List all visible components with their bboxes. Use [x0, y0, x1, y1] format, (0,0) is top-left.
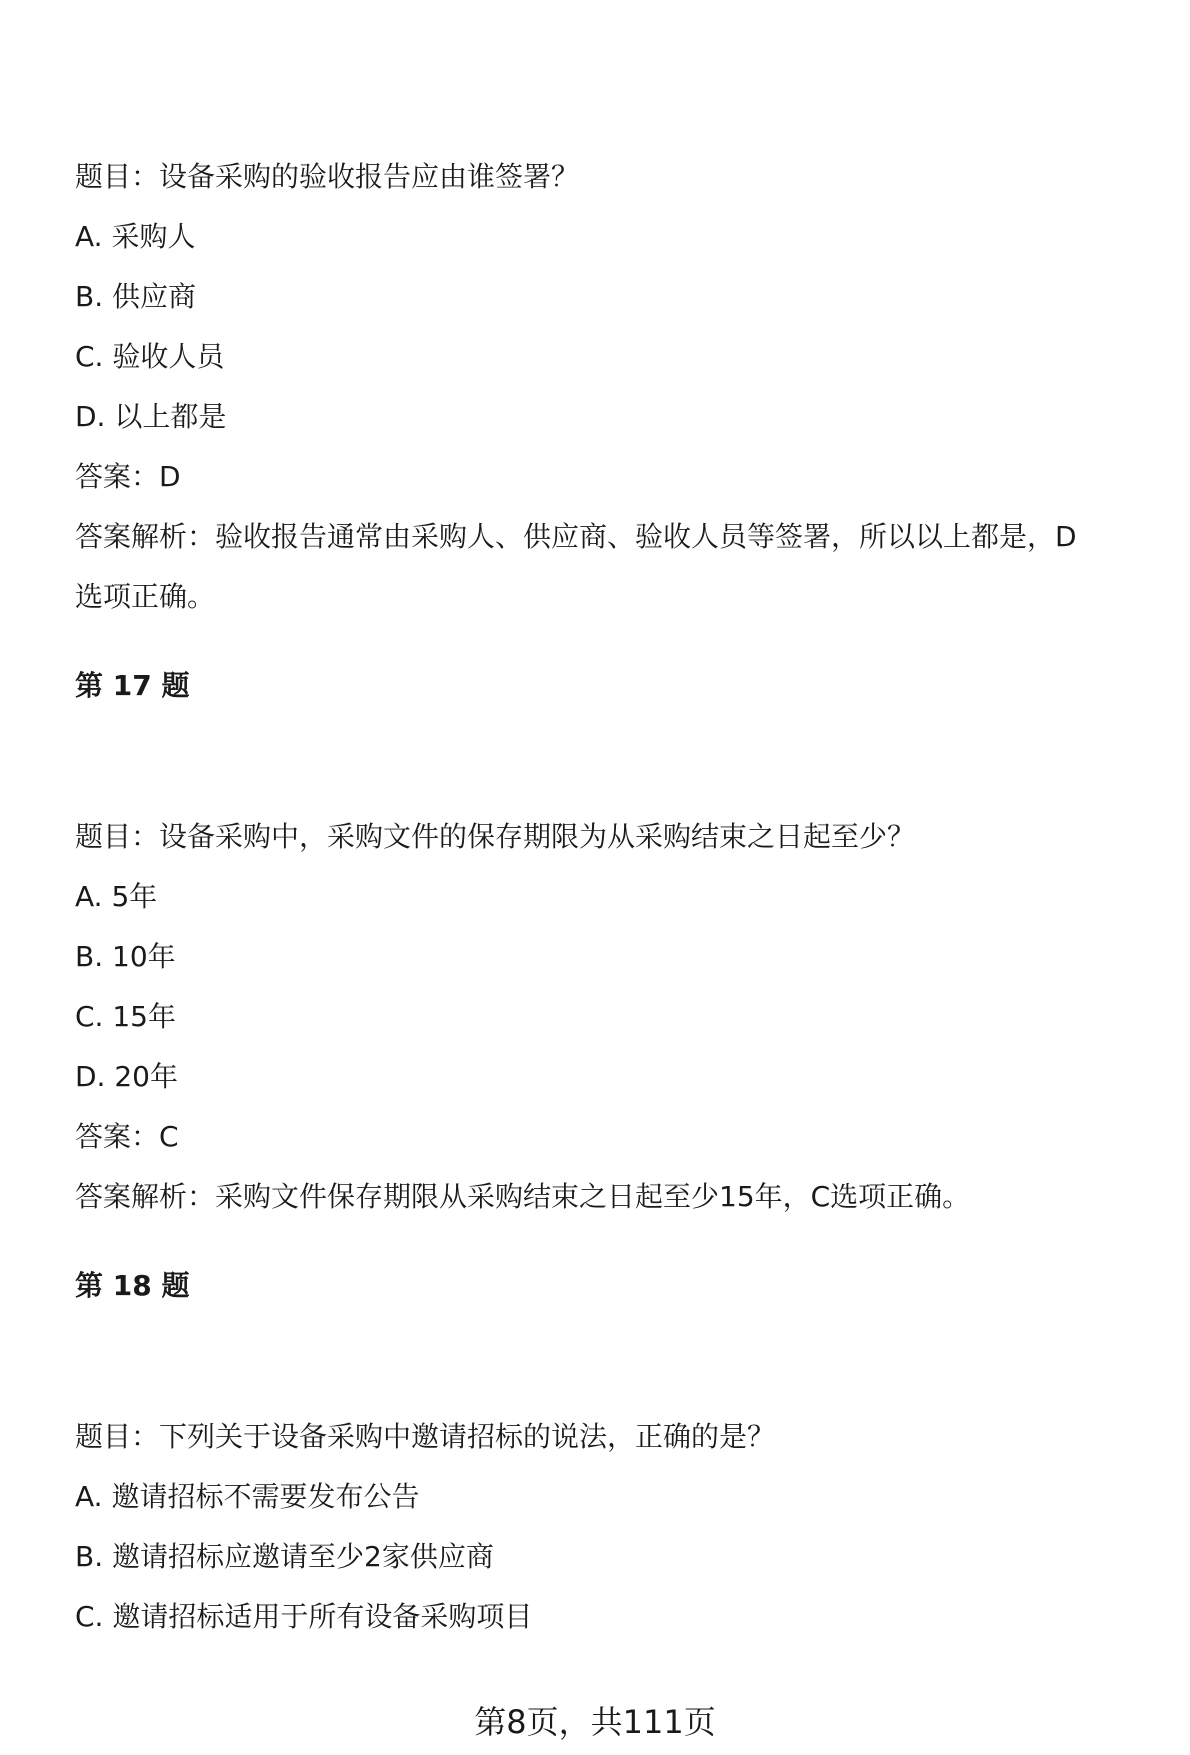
question-17-text: 题目：设备采购中，采购文件的保存期限为从采购结束之日起至少？ [75, 820, 916, 853]
question-16-answer: 答案：D [75, 460, 181, 493]
question-17-option-a: A. 5年 [75, 880, 158, 913]
question-18-option-b: B. 邀请招标应邀请至少2家供应商 [75, 1540, 494, 1573]
question-16-option-c: C. 验收人员 [75, 340, 225, 373]
question-16-explanation: 答案解析：验收报告通常由采购人、供应商、验收人员等签署，所以以上都是，D [75, 520, 1077, 553]
question-18-option-c: C. 邀请招标适用于所有设备采购项目 [75, 1600, 533, 1633]
question-18-option-a: A. 邀请招标不需要发布公告 [75, 1480, 420, 1513]
question-16-text: 题目：设备采购的验收报告应由谁签署？ [75, 160, 580, 193]
question-16-option-b: B. 供应商 [75, 280, 197, 313]
question-18-heading: 第 18 题 [75, 1269, 190, 1302]
question-17-option-c: C. 15年 [75, 1000, 176, 1033]
question-18-text: 题目：下列关于设备采购中邀请招标的说法，正确的是？ [75, 1420, 776, 1453]
question-17-option-b: B. 10年 [75, 940, 176, 973]
question-16-explanation-cont: 选项正确。 [75, 580, 216, 613]
question-17-heading: 第 17 题 [75, 669, 190, 702]
question-17-answer: 答案：C [75, 1120, 179, 1153]
page-number-footer: 第8页，共111页 [474, 1703, 716, 1741]
question-16-option-a: A. 采购人 [75, 220, 196, 253]
question-16-option-d: D. 以上都是 [75, 400, 227, 433]
question-17-explanation: 答案解析：采购文件保存期限从采购结束之日起至少15年，C选项正确。 [75, 1180, 971, 1213]
question-17-option-d: D. 20年 [75, 1060, 178, 1093]
